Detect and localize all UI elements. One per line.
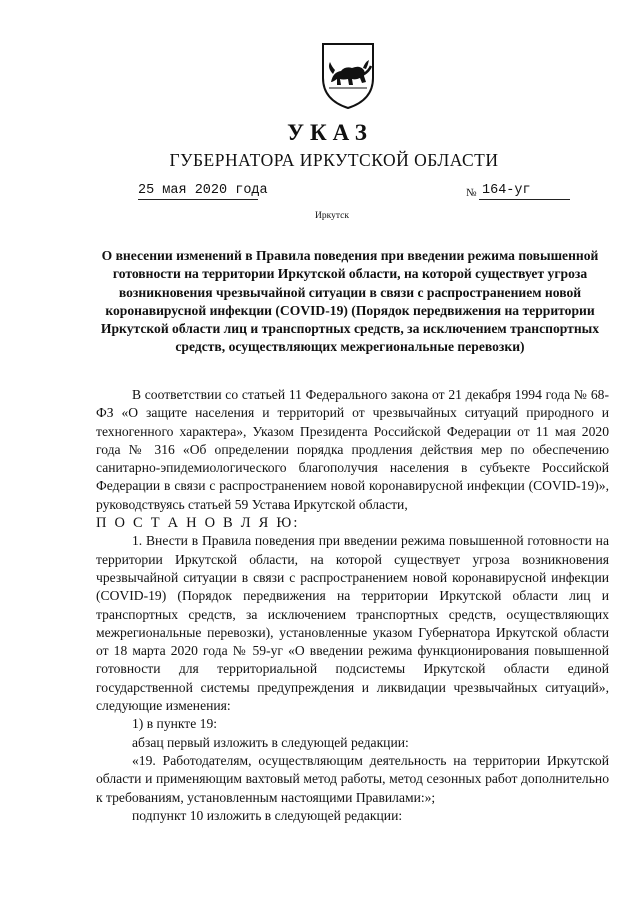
item-1-paragraph: 1. Внести в Правила поведения при введении режима повышенной готовности на территории Иркутской области, на которой существует угроза возникновения чрезвычайной ситуации в связи с распространением новой коронавирусной инфекции (COVID-19) (Порядок передвижения на территории Иркутской области лиц и транспортных средств, за исключением транспортных средств, осуществляющих межрегиональные перевозки), установленные указом Губернатора Иркутской области от 18 марта 2020 года № 59-уг «О введении режима функционирования повышенной готовности для территориальной подсистемы Иркутской области единой государственной системы предупреждения и ликвидации чрезвычайных ситуаций», следующие изменения:	[96, 533, 609, 714]
preamble-paragraph: В соответствии со статьей 11 Федерального закона от 21 декабря 1994 года № 68-ФЗ «О защите населения и территорий от чрезвычайных ситуаций природного и техногенного характера», Указом Президента Российской Федерации от 11 мая 2020 года № 316 «Об определении порядка продления действия мер по обеспечению санитарно-эпидемиологического благополучия населения в субъекте Российской Федерации в связи с распространением новой коронавирусной инфекции (COVID-19)», руководствуясь статьей 59 Устава Иркутской области,	[96, 387, 609, 512]
quote-19-paragraph: «19. Работодателям, осуществляющим деятельность на территории Иркутской области и применяющим вахтовый метод работы, метод сезонных работ дополнительно к требованиям, установленным настоящими Правилами:»;	[96, 752, 609, 805]
subitem-10-paragraph: подпункт 10 изложить в следующей редакции:	[132, 807, 403, 823]
decree-date: 25 мая 2020 года	[138, 183, 268, 198]
decree-city: Иркутск	[315, 211, 349, 221]
decree-heading: О внесении изменений в Правила поведения при введении режима повышенной готовности на территории Иркутской области, на которой существует угроза возникновения чрезвычайной ситуации в связи с распространением новой коронавирусной инфекции (COVID-19) (Порядок передвижения на территории Иркутской области лиц и транспортных средств, за исключением транспортных средств, осуществляющих межрегиональные перевозки)	[100, 248, 600, 355]
coat-of-arms-emblem	[319, 38, 377, 112]
document-title: УКАЗ	[287, 120, 373, 145]
document-subtitle: ГУБЕРНАТОРА ИРКУТСКОЙ ОБЛАСТИ	[169, 150, 499, 170]
subitem-1-paragraph: 1) в пункте 19:	[132, 716, 218, 732]
decree-word: П О С Т А Н О В Л Я Ю:	[96, 515, 300, 532]
subitem-1a-paragraph: абзац первый изложить в следующей редакции:	[132, 734, 409, 750]
number-sign: №	[466, 187, 477, 199]
decree-number: 164-уг	[479, 183, 570, 200]
decree-body	[96, 386, 609, 825]
